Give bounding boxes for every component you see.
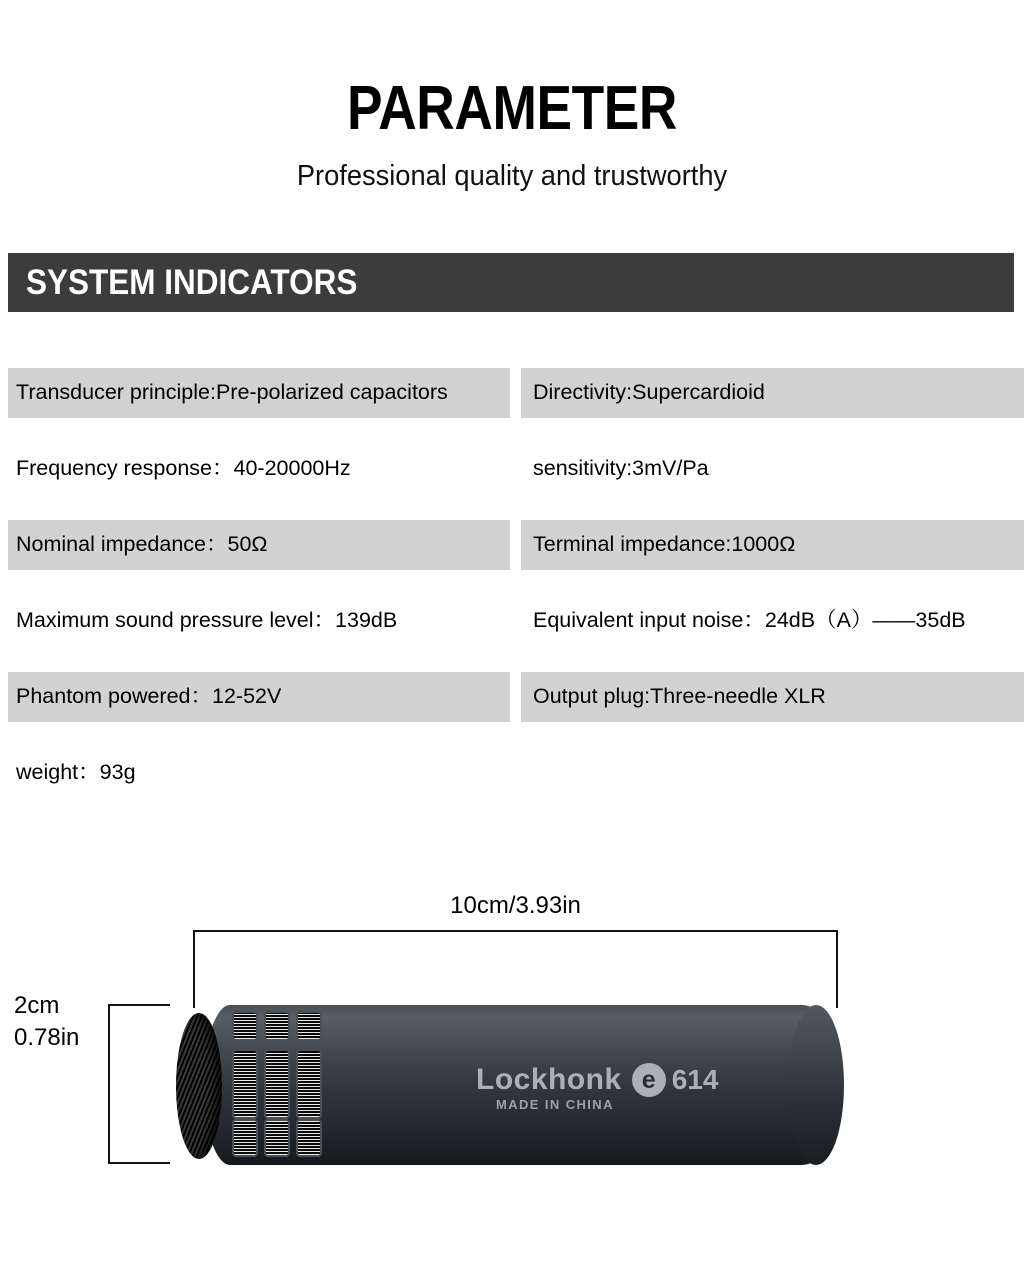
product-figure: [0, 880, 1024, 1210]
origin-label: MADE IN CHINA: [496, 1097, 614, 1112]
section-banner: [8, 253, 1014, 312]
microphone-vent-group-bottom: [234, 1121, 320, 1155]
page-subtitle: Professional quality and trustworthy: [296, 160, 728, 192]
microphone-branding: [476, 1063, 718, 1097]
microphone-vent-group-middle: [234, 1051, 320, 1117]
model-number-label: 614: [671, 1064, 719, 1095]
spec-cell-right: sensitivity:3mV/Pa: [533, 456, 709, 481]
brand-name-label: Lockhonk: [476, 1063, 622, 1096]
brand-badge-icon: e: [632, 1063, 666, 1097]
microphone-image: [176, 1005, 842, 1165]
spec-cell-right: Directivity:Supercardioid: [521, 368, 1024, 418]
page-header: [0, 0, 1024, 191]
spec-row: [0, 444, 1024, 494]
spec-row: [0, 672, 1024, 722]
microphone-vent: [298, 1013, 320, 1039]
spec-row: [0, 748, 1024, 798]
dimension-height-bracket: [108, 1004, 170, 1164]
spec-cell-left: weight：93g: [16, 760, 136, 785]
dimension-height-in-label: 0.78in: [14, 1024, 80, 1052]
spec-cell-left: Transducer principle:Pre-polarized capacitors: [8, 368, 510, 418]
spec-row: [0, 520, 1024, 570]
microphone-vent: [266, 1121, 288, 1155]
microphone-vent: [234, 1013, 256, 1039]
microphone-vent: [266, 1013, 288, 1039]
spec-cell-right: Equivalent input noise：24dB（A）——35dB: [533, 608, 966, 633]
spec-cell-left: Frequency response：40-20000Hz: [16, 456, 351, 481]
spec-cell-left: Phantom powered：12-52V: [8, 672, 510, 722]
microphone-vent: [298, 1121, 320, 1155]
specifications-table: [0, 368, 1024, 824]
page-title: PARAMETER: [347, 74, 677, 143]
microphone-vent: [234, 1051, 256, 1117]
spec-cell-left: Nominal impedance：50Ω: [8, 520, 510, 570]
microphone-vent: [266, 1051, 288, 1117]
dimension-height-labels: [14, 990, 104, 1055]
spec-cell-right: Terminal impedance:1000Ω: [521, 520, 1024, 570]
section-banner-label: SYSTEM INDICATORS: [26, 262, 358, 302]
spec-cell-left: Maximum sound pressure level：139dB: [16, 608, 398, 633]
microphone-vent-group-top: [234, 1013, 320, 1039]
spec-row: [0, 596, 1024, 646]
dimension-height-cm-label: 2cm: [14, 992, 60, 1019]
microphone-vent: [298, 1051, 320, 1117]
spec-cell-right: Output plug:Three-needle XLR: [521, 672, 1024, 722]
dimension-length-label: 10cm/3.93in: [450, 892, 581, 919]
spec-row: [0, 368, 1024, 418]
microphone-grille: [176, 1013, 222, 1159]
microphone-vent: [234, 1121, 256, 1155]
microphone-rear-cap: [788, 1005, 844, 1165]
dimension-length-bracket: [193, 930, 838, 1008]
